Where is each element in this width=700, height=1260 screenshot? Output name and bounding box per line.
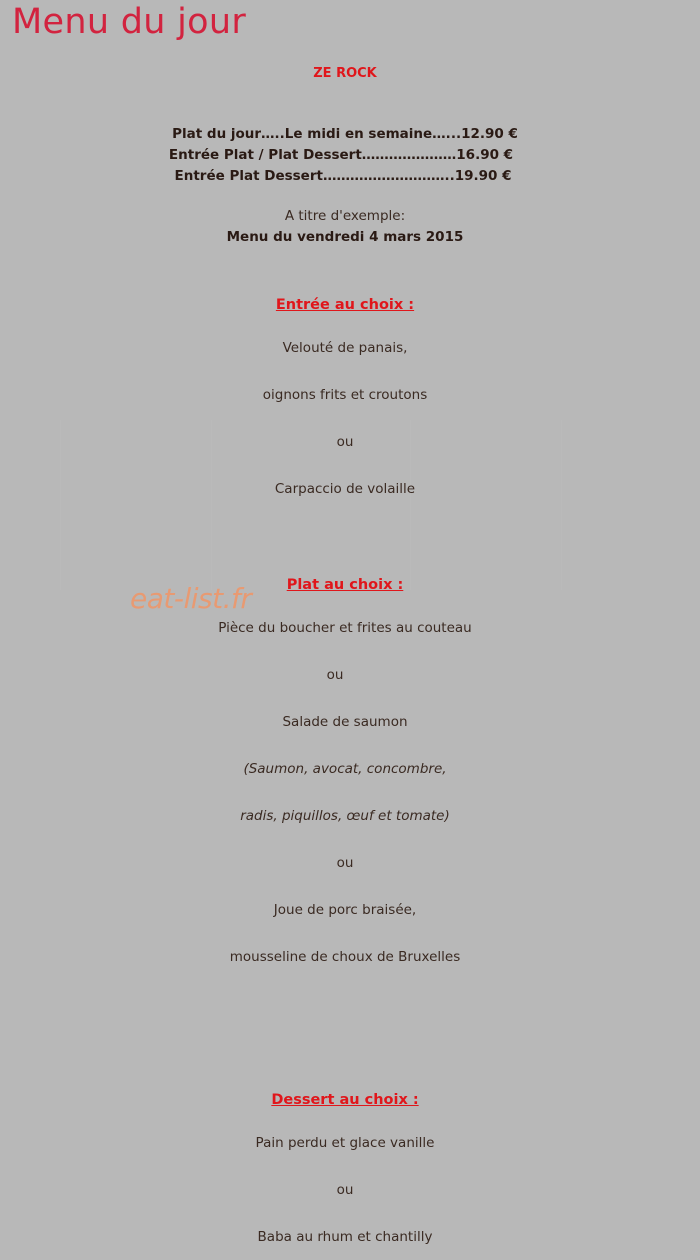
section-heading-entree: Entrée au choix : bbox=[275, 297, 415, 313]
example-date: Menu du vendredi 4 mars 2015 bbox=[226, 229, 464, 245]
price-line: Entrée Plat / Plat Dessert…………………16.90 € bbox=[168, 147, 514, 163]
menu-item: Joue de porc braisée, bbox=[273, 902, 417, 918]
menu-item: Velouté de panais, bbox=[282, 340, 408, 356]
menu-item: ou bbox=[336, 855, 354, 871]
page-title: Menu du jour bbox=[12, 2, 247, 42]
example-label: A titre d'exemple: bbox=[284, 208, 406, 224]
watermark: eat-list.fr bbox=[130, 582, 252, 615]
section-heading-plat: Plat au choix : bbox=[286, 577, 404, 593]
menu-item: (Saumon, avocat, concombre, bbox=[243, 761, 447, 777]
menu-item: radis, piquillos, œuf et tomate) bbox=[240, 808, 450, 824]
menu-item: ou bbox=[336, 1182, 354, 1198]
menu-item: ou bbox=[336, 434, 354, 450]
menu-item: Salade de saumon bbox=[282, 714, 408, 730]
menu-item: ou bbox=[326, 667, 344, 683]
menu-item: mousseline de choux de Bruxelles bbox=[229, 949, 461, 965]
restaurant-name: ZE ROCK bbox=[313, 66, 377, 81]
menu-item: Carpaccio de volaille bbox=[274, 481, 416, 497]
price-line: Plat du jour…..Le midi en semaine…...12.90 € bbox=[172, 126, 518, 142]
price-line: Entrée Plat Dessert………………………..19.90 € bbox=[174, 168, 512, 184]
menu-item: Pièce du boucher et frites au couteau bbox=[218, 620, 472, 636]
menu-item: Baba au rhum et chantilly bbox=[257, 1229, 433, 1245]
menu-item: Pain perdu et glace vanille bbox=[255, 1135, 435, 1151]
menu-item: oignons frits et croutons bbox=[262, 387, 428, 403]
section-heading-dessert: Dessert au choix : bbox=[271, 1092, 419, 1108]
